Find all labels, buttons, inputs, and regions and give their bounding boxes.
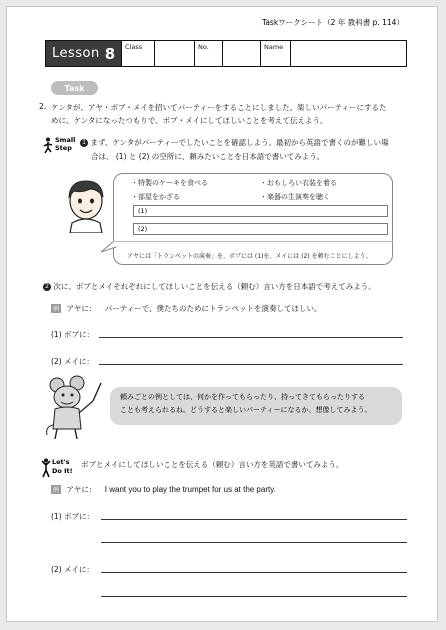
step2-mei-answer-line[interactable] [99, 364, 403, 365]
hint-line-2: ことも考えられるね。どうすると楽しいパーティーになるか、想像してみよう。 [120, 406, 372, 414]
lesson-title [46, 41, 121, 66]
header-table [45, 40, 407, 67]
activity-item-cake: ・特製のケーキを食べる [131, 179, 208, 187]
lets-do-it-example [51, 484, 276, 495]
hint-line-1: 頼みごとの例としては、何かを作ってもらったり、持ってきてもらったりする [120, 393, 365, 401]
step2-bob-label: (1) ボブに： [51, 330, 95, 339]
activity-item-music: ・楽器の生演奏を聴く [260, 193, 330, 201]
example-tag: 例 [53, 306, 60, 313]
worksheet-page [6, 6, 438, 622]
lesson-label: Lesson [52, 46, 100, 61]
step2-bob-answer-line[interactable] [99, 337, 403, 338]
step2-instruction [43, 281, 376, 292]
class-label: Class [121, 41, 154, 66]
lets-do-it-label-bottom: Do It! [52, 467, 73, 475]
no-field[interactable] [222, 41, 260, 66]
bubble-divider [113, 241, 393, 242]
step2-example [51, 303, 322, 314]
step-number: 1 [80, 139, 88, 147]
small-step-label-bottom: Step [55, 144, 72, 152]
small-step-label-top: Small [55, 136, 76, 144]
small-step-line-2: 合は、 (1) と (2) の空所に、頼みたいことを日本語で書いてみよう。 [91, 152, 325, 161]
example-text: パーティーで、僕たちのためにトランペットを演奏してほしい。 [104, 304, 322, 313]
mouse-character-illustration-icon [43, 375, 105, 441]
bubble-note: アヤには「トランペットの演奏」を、ボブには (1)を、メイには (2) を頼むことにしよう。 [127, 253, 372, 260]
english-mei-label: (2) メイに： [51, 565, 94, 574]
english-bob-answer-line-1[interactable] [101, 519, 407, 520]
kenta-boy-illustration-icon [60, 175, 112, 233]
answer-field-2[interactable]: (2) [133, 223, 388, 235]
task-label: Task [51, 81, 98, 95]
intro-line-1: ケンタが、アヤ・ボブ・メイを招いてパーティーをすることにしました。楽しいパーティーにするた [51, 103, 387, 112]
english-bob-answer-line-2[interactable] [101, 542, 407, 543]
example-speaker: アヤに： [66, 304, 97, 313]
step2-number: 2 [43, 283, 51, 291]
lets-do-it-badge [41, 457, 79, 479]
english-bob-label: (1) ボブに： [51, 512, 95, 521]
lets-do-it-label-top: Let's [52, 458, 70, 466]
name-label: Name [260, 41, 290, 66]
stairs-person-icon [42, 137, 54, 155]
activity-item-costume: ・おもしろい衣装を着る [260, 179, 337, 187]
step2-mei-label: (2) メイに： [51, 357, 94, 366]
jumping-person-icon [41, 458, 51, 478]
english-example-tag: 例 [53, 487, 60, 494]
lesson-number: 8 [104, 44, 116, 63]
header-caption: Taskワークシート（2 年 教科書 p. 114） [262, 18, 404, 27]
class-field[interactable] [154, 41, 194, 66]
intro-number: 2. [39, 102, 47, 111]
intro-line-2: めに、ケンタになったつもりで、ボブ・メイにしてほしいことを考えて伝えよう。 [51, 116, 328, 125]
speech-bubble-tail [101, 241, 117, 253]
hint-bubble [110, 387, 402, 425]
name-field[interactable] [290, 41, 406, 66]
answer-field-1[interactable]: (1) [133, 205, 388, 217]
english-mei-answer-line-1[interactable] [101, 572, 407, 573]
small-step-line-1 [80, 137, 389, 148]
lets-do-it-text: ボブとメイにしてほしいことを伝える（頼む）言い方を英語で書いてみよう。 [81, 460, 344, 469]
no-label: No. [194, 41, 222, 66]
small-step-badge [42, 135, 78, 155]
small-step-text-1: まず、ケンタがパーティーでしたいことを確認しよう。最初から英語で書くのが難しい場 [90, 138, 389, 147]
english-example-text: I want you to play the trumpet for us at the party. [104, 485, 276, 494]
english-mei-answer-line-2[interactable] [101, 596, 407, 597]
activity-item-decorate: ・部屋をかざる [131, 193, 180, 201]
english-example-speaker: アヤに： [66, 485, 97, 494]
step2-text: 次に、ボブとメイそれぞれにしてほしいことを伝える（頼む）言い方を日本語で考えてみよう。 [53, 282, 376, 291]
